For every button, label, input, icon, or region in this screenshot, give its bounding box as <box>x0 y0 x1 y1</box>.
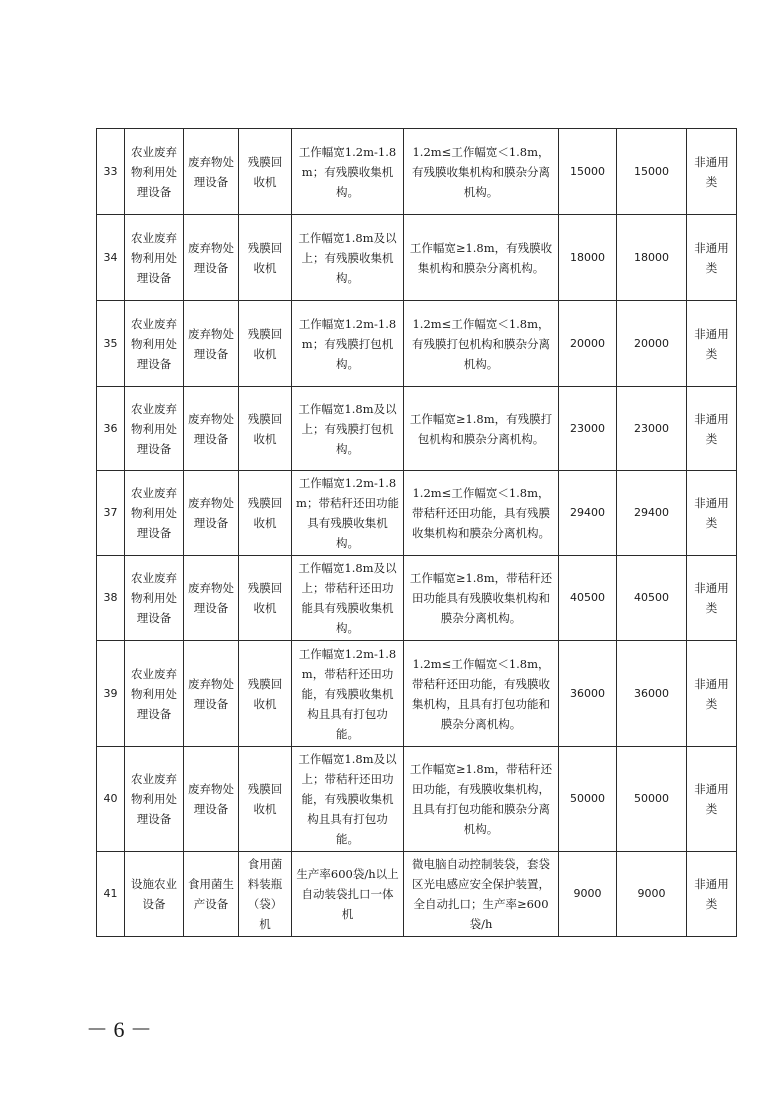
subsidy-table <box>96 128 737 937</box>
row-number: 41 <box>97 852 125 937</box>
type-cell: 非通用类 <box>687 471 737 556</box>
subsidy-amount-b: 29400 <box>617 471 687 556</box>
grade-cell: 工作幅宽1.8m及以上；有残膜收集机构。 <box>292 215 404 301</box>
subcategory-cell: 废弃物处理设备 <box>184 387 239 471</box>
category-cell: 农业废弃物利用处理设备 <box>125 641 184 747</box>
item-name-cell: 残膜回收机 <box>239 471 292 556</box>
item-name-cell: 残膜回收机 <box>239 556 292 641</box>
grade-cell: 生产率600袋/h以上自动装袋扎口一体机 <box>292 852 404 937</box>
page-number: － 6 － <box>86 1017 153 1042</box>
type-cell: 非通用类 <box>687 747 737 852</box>
subsidy-amount-b: 23000 <box>617 387 687 471</box>
grade-cell: 工作幅宽1.2m-1.8m；有残膜打包机构。 <box>292 301 404 387</box>
subsidy-amount-a: 36000 <box>559 641 617 747</box>
type-cell: 非通用类 <box>687 641 737 747</box>
item-name-cell: 残膜回收机 <box>239 387 292 471</box>
parameters-cell: 微电脑自动控制装袋，套袋区光电感应安全保护装置，全自动扎口；生产率≥600袋/h <box>404 852 559 937</box>
parameters-cell: 1.2m≤工作幅宽＜1.8m，有残膜收集机构和膜杂分离机构。 <box>404 129 559 215</box>
type-cell: 非通用类 <box>687 129 737 215</box>
category-cell: 农业废弃物利用处理设备 <box>125 215 184 301</box>
type-cell: 非通用类 <box>687 387 737 471</box>
category-cell: 农业废弃物利用处理设备 <box>125 129 184 215</box>
row-number: 39 <box>97 641 125 747</box>
table-row <box>97 387 737 471</box>
subsidy-amount-b: 9000 <box>617 852 687 937</box>
table-row <box>97 556 737 641</box>
subcategory-cell: 废弃物处理设备 <box>184 471 239 556</box>
type-cell: 非通用类 <box>687 852 737 937</box>
table-row <box>97 471 737 556</box>
parameters-cell: 1.2m≤工作幅宽＜1.8m，带秸秆还田功能，具有残膜收集机构和膜杂分离机构。 <box>404 471 559 556</box>
subsidy-amount-a: 23000 <box>559 387 617 471</box>
subsidy-amount-b: 15000 <box>617 129 687 215</box>
subcategory-cell: 废弃物处理设备 <box>184 747 239 852</box>
row-number: 36 <box>97 387 125 471</box>
row-number: 40 <box>97 747 125 852</box>
item-name-cell: 残膜回收机 <box>239 129 292 215</box>
subcategory-cell: 废弃物处理设备 <box>184 301 239 387</box>
subsidy-amount-a: 18000 <box>559 215 617 301</box>
table-row <box>97 129 737 215</box>
grade-cell: 工作幅宽1.2m-1.8m；有残膜收集机构。 <box>292 129 404 215</box>
category-cell: 农业废弃物利用处理设备 <box>125 301 184 387</box>
item-name-cell: 残膜回收机 <box>239 215 292 301</box>
item-name-cell: 残膜回收机 <box>239 747 292 852</box>
type-cell: 非通用类 <box>687 301 737 387</box>
category-cell: 设施农业设备 <box>125 852 184 937</box>
table-row <box>97 852 737 937</box>
subcategory-cell: 废弃物处理设备 <box>184 129 239 215</box>
type-cell: 非通用类 <box>687 215 737 301</box>
subsidy-amount-a: 40500 <box>559 556 617 641</box>
grade-cell: 工作幅宽1.2m-1.8m；带秸秆还田功能具有残膜收集机构。 <box>292 471 404 556</box>
subsidy-amount-a: 15000 <box>559 129 617 215</box>
subcategory-cell: 食用菌生产设备 <box>184 852 239 937</box>
parameters-cell: 1.2m≤工作幅宽＜1.8m，带秸秆还田功能，有残膜收集机构，且具有打包功能和膜杂分离机构。 <box>404 641 559 747</box>
table-row <box>97 641 737 747</box>
category-cell: 农业废弃物利用处理设备 <box>125 747 184 852</box>
subsidy-amount-b: 20000 <box>617 301 687 387</box>
category-cell: 农业废弃物利用处理设备 <box>125 471 184 556</box>
category-cell: 农业废弃物利用处理设备 <box>125 556 184 641</box>
grade-cell: 工作幅宽1.8m及以上；带秸秆还田功能具有残膜收集机构。 <box>292 556 404 641</box>
row-number: 33 <box>97 129 125 215</box>
item-name-cell: 食用菌料装瓶（袋）机 <box>239 852 292 937</box>
parameters-cell: 工作幅宽≥1.8m，有残膜收集机构和膜杂分离机构。 <box>404 215 559 301</box>
grade-cell: 工作幅宽1.8m及以上；有残膜打包机构。 <box>292 387 404 471</box>
subsidy-amount-b: 40500 <box>617 556 687 641</box>
row-number: 38 <box>97 556 125 641</box>
type-cell: 非通用类 <box>687 556 737 641</box>
subsidy-amount-b: 50000 <box>617 747 687 852</box>
table-body <box>97 129 737 937</box>
table-row <box>97 747 737 852</box>
subsidy-amount-b: 36000 <box>617 641 687 747</box>
table-row <box>97 215 737 301</box>
row-number: 37 <box>97 471 125 556</box>
subcategory-cell: 废弃物处理设备 <box>184 556 239 641</box>
table-row <box>97 301 737 387</box>
subsidy-amount-a: 50000 <box>559 747 617 852</box>
subsidy-amount-a: 20000 <box>559 301 617 387</box>
parameters-cell: 1.2m≤工作幅宽＜1.8m，有残膜打包机构和膜杂分离机构。 <box>404 301 559 387</box>
subcategory-cell: 废弃物处理设备 <box>184 215 239 301</box>
item-name-cell: 残膜回收机 <box>239 641 292 747</box>
row-number: 35 <box>97 301 125 387</box>
parameters-cell: 工作幅宽≥1.8m，带秸秆还田功能，有残膜收集机构，且具有打包功能和膜杂分离机构。 <box>404 747 559 852</box>
grade-cell: 工作幅宽1.8m及以上；带秸秆还田功能，有残膜收集机构且具有打包功能。 <box>292 747 404 852</box>
grade-cell: 工作幅宽1.2m-1.8m，带秸秆还田功能，有残膜收集机构且具有打包功能。 <box>292 641 404 747</box>
parameters-cell: 工作幅宽≥1.8m，有残膜打包机构和膜杂分离机构。 <box>404 387 559 471</box>
subsidy-amount-a: 9000 <box>559 852 617 937</box>
subsidy-amount-a: 29400 <box>559 471 617 556</box>
row-number: 34 <box>97 215 125 301</box>
subcategory-cell: 废弃物处理设备 <box>184 641 239 747</box>
item-name-cell: 残膜回收机 <box>239 301 292 387</box>
parameters-cell: 工作幅宽≥1.8m，带秸秆还田功能具有残膜收集机构和膜杂分离机构。 <box>404 556 559 641</box>
subsidy-amount-b: 18000 <box>617 215 687 301</box>
category-cell: 农业废弃物利用处理设备 <box>125 387 184 471</box>
